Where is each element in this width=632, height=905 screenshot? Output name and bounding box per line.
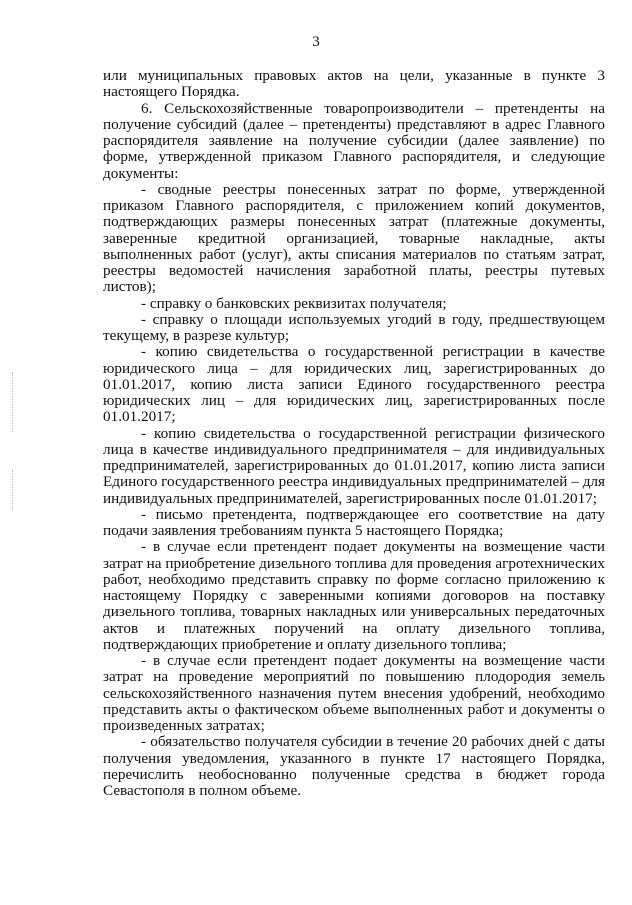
list-item-land-area: - справку о площади используемых угодий в году, предшествующем текущему, в разрезе культур;: [103, 310, 605, 344]
document-body: [103, 68, 605, 799]
list-item-applicant-letter: - письмо претендента, подтверждающее его соответствие на дату подачи заявления требованиям пункта 5 настоящего Порядка;: [103, 505, 605, 539]
scan-margin-mark: [12, 372, 17, 432]
list-item-expense-registers: - сводные реестры понесенных затрат по форме, утвержденной приказом Главного распорядителя, с приложением копий документов, подтверждающих размеры понесенных затрат (платежные документы, заверенные кредитной организацией, товарные накладные, акты выполненных работ (услуг), акты списания материалов по статьям затрат, реестры ведомостей начисления заработной платы, реестры путевых листов);: [103, 180, 605, 296]
paragraph-continuation: или муниципальных правовых актов на цели, указанные в пункте 3 настоящего Порядка.: [103, 67, 605, 101]
list-item-soil-fertility: - в случае если претендент подает документы на возмещение части затрат на проведение мероприятий по повышению плодородия земель сельскохозяйственного назначения путем внесения удобрений, необходимо представить акты о фактическом объеме выполненных работ и документы о произведенных затратах;: [103, 652, 605, 734]
page-number: 3: [312, 34, 320, 50]
scan-margin-mark: [12, 470, 17, 510]
list-item-bank-details: - справку о банковских реквизитах получателя;: [141, 294, 447, 312]
list-item-legal-entity-registration: - копию свидетельства о государственной регистрации в качестве юридического лица – для юридических лиц, зарегистрированных до 01.01.2017, копию листа записи Единого государственного реестра юридических лиц – для юридических лиц, зарегистрированных после 01.01.2017;: [103, 343, 605, 426]
list-item-entrepreneur-registration: - копию свидетельства о государственной регистрации физического лица в качестве индивидуального предпринимателя – для индивидуальных предпринимателей, зарегистрированных до 01.01.2017, копию листа записи Единого государственного реестра индивидуальных предпринимателей – для индивидуальных предпринимателей, зарегистрированных после 01.01.2017;: [103, 424, 605, 507]
paragraph-item-6: 6. Сельскохозяйственные товаропроизводители – претенденты на получение субсидий (далее – претенденты) представляют в адрес Главного распорядителя заявление на получение субсидии (далее заявление) по форме, утвержденной приказом Главного распорядителя, и следующие документы:: [103, 99, 605, 182]
list-item-refund-obligation: - обязательство получателя субсидии в течение 20 рабочих дней с даты получения уведомления, указанного в пункте 17 настоящего Порядка, перечислить необоснованно полученные средства в бюджет города Севастополя в полном объеме.: [103, 733, 605, 799]
list-item-diesel-fuel: - в случае если претендент подает документы на возмещение части затрат на приобретение дизельного топлива для проведения агротехнических работ, необходимо представить справку по форме согласно приложению к настоящему Порядку с заверенными копиями договоров на поставку дизельного топлива, товарных накладных или универсальных передаточных актов и платежных поручений на оплату дизельного топлива, подтверждающих приобретение и оплату дизельного топлива;: [103, 538, 605, 653]
